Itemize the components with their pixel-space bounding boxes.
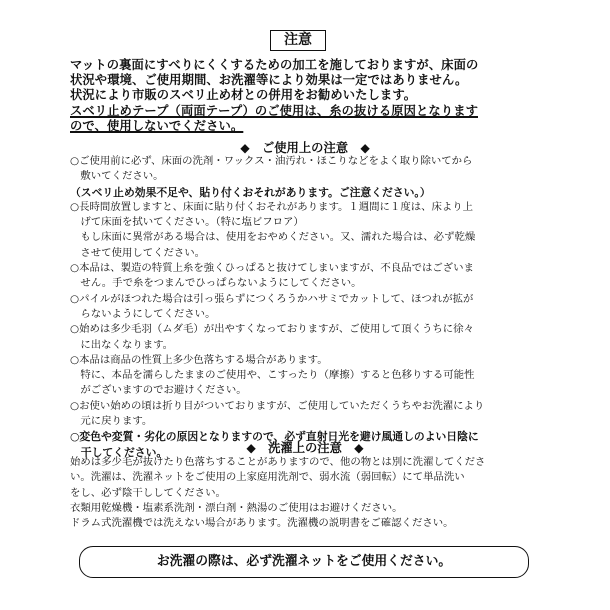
washing-heading: ◆ 洗濯上の注意 ◆	[246, 441, 364, 455]
notice-line: マットの裏面にすべりにくくするための加工を施しておりますが、床面の	[70, 58, 479, 72]
usage-line: ○本品は商品の性質上多少色落ちする場合があります。	[70, 353, 328, 366]
usage-line-bold: ○変色や変質・劣化の原因となりますので、必ず直射日光を避け風通しのよい日陰に	[70, 430, 479, 444]
footer-notice: お洗濯の際は、必ず洗濯ネットをご使用ください。	[156, 554, 452, 569]
usage-line-bold: （スベリ止め効果不足や、貼り付くおそれがあります。ご注意ください。）	[70, 185, 431, 199]
usage-line: らないようにしてください。	[70, 307, 216, 320]
usage-line: 元に戻ります。	[70, 415, 153, 428]
usage-line: ○パイルがほつれた場合は引っ張らずにつくろうかハサミでカットして、ほつれが拡が	[70, 292, 474, 305]
washing-line: い。洗濯は、洗濯ネットをご使用の上家庭用洗剤で、弱水流（弱回転）にて単品洗い	[70, 471, 465, 484]
washing-line: ドラム式洗濯機では洗えない場合があります。洗濯機の説明書をご確認ください。	[70, 517, 454, 530]
washing-line: 衣類用乾燥機・塩素系洗剤・漂白剤・熱湯のご使用はお避けください。	[70, 501, 403, 514]
usage-line: ○お使い始めの頃は折り目がついておりますが、ご使用していただくうちやお洗濯により	[70, 399, 485, 412]
footer-notice-box	[79, 546, 529, 578]
usage-heading: ◆ ご使用上の注意 ◆	[240, 141, 370, 155]
title-box	[270, 30, 326, 51]
usage-line: ○長時間放置しますと、床面に貼り付くおそれがあります。１週間に１度は、床より上	[70, 200, 474, 213]
washing-body	[70, 455, 540, 531]
usage-line: させて使用してください。	[70, 246, 206, 259]
usage-line-bold: 干してください。	[70, 445, 168, 459]
notice-line-underlined: スベリ止めテープ（両面テープ）のご使用は、糸の抜ける原因となります	[70, 103, 478, 118]
usage-line: に出なくなります。	[70, 338, 174, 351]
notice-line-underlined: ので、使用しないでください。	[70, 118, 244, 133]
usage-line: げて床面を拭いてください。（特に塩ビフロア）	[70, 216, 304, 229]
usage-line: 敷いてください。	[70, 170, 164, 183]
usage-line: 特に、本品を濡らしたままのご使用や、こすったり（摩擦）すると色移りする可能性	[70, 369, 475, 382]
usage-line: せん。手で糸をつまんでひっぱらないようにしてください。	[70, 277, 362, 290]
usage-line: もし床面に異常がある場合は、使用をおやめください。又、濡れた場合は、必ず乾燥	[70, 231, 476, 244]
usage-line: がございますのでお避けください。	[70, 384, 247, 397]
notice-block	[70, 58, 540, 134]
page-title: 注意	[284, 32, 312, 48]
notice-line: 状況や環境、ご使用期間、お洗濯等により効果は一定ではありません。	[70, 73, 468, 88]
notice-line: 状況により市販のスベリ止め材との併用をお勧めいたします。	[70, 88, 417, 103]
usage-body	[70, 154, 540, 460]
usage-line: ○本品は、製造の特質上糸を強くひっぱると抜けてしまいますが、不良品ではございま	[70, 262, 474, 275]
washing-line: をし、必ず陰干ししてください。	[70, 486, 226, 499]
usage-line: ○ご使用前に必ず、床面の洗剤・ワックス・油汚れ・ほこりなどをよく取り除いてから	[70, 155, 473, 167]
washing-line: 始めは多少毛が抜けたり色落ちすることがありますので、他の物とは別に洗濯してくださ	[70, 456, 486, 468]
usage-line: ○始めは多少毛羽（ムダ毛）が出やすくなっておりますが、ご使用して頂くうちに徐々	[70, 323, 474, 336]
